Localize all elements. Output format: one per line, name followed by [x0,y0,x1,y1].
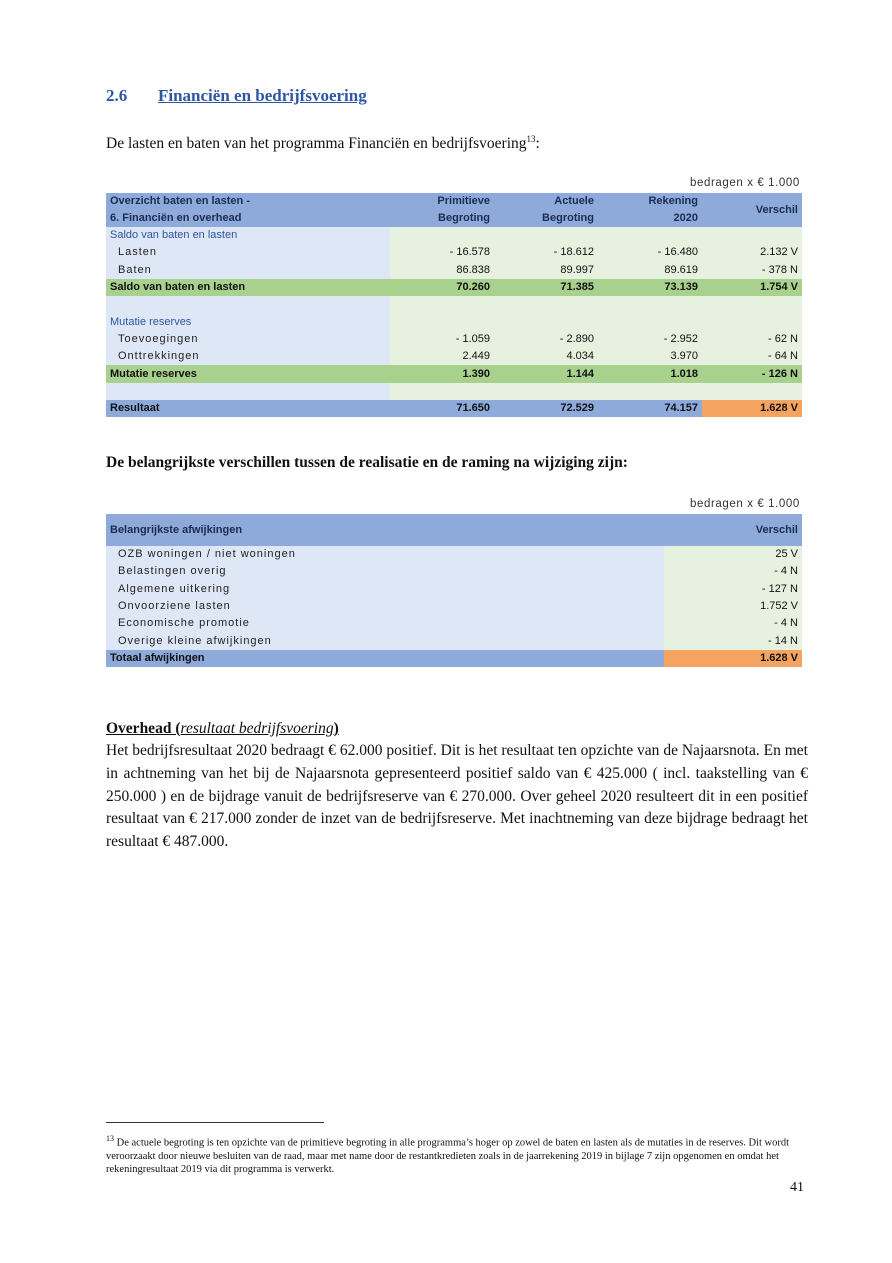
table-row-total: Totaal afwijkingen 1.628 V [106,650,802,667]
table-row-spacer [106,296,802,313]
table1-header-col1: Primitieve [437,195,490,207]
table1-header-col2b: Begroting [542,212,594,224]
table-row: Algemene uitkering - 127 N [106,581,802,598]
table-row-subtotal: Saldo van baten en lasten 70.260 71.385 73.139 1.754 V [106,279,802,296]
result-verschil: 1.628 V [702,400,802,417]
table1-unit: bedragen x € 1.000 [690,177,800,189]
section-title-mutatie: Mutatie reserves [106,313,390,330]
table2-header-value: Verschil [664,514,802,546]
table2-header-label: Belangrijkste afwijkingen [106,514,664,546]
table-row: Economische promotie - 4 N [106,615,802,632]
intro-sentence: De lasten en baten van het programma Financiën en bedrijfsvoering [106,135,527,153]
table-row: Overige kleine afwijkingen - 14 N [106,632,802,649]
table1-header-col4: Verschil [755,203,798,216]
footnote-divider [106,1122,324,1123]
section-title: Financiën en bedrijfsvoering [158,86,367,105]
table1-header-col3b: 2020 [673,212,698,224]
overhead-title: Overhead (resultaat bedrijfsvoering) [106,720,339,737]
overhead-paragraph: Het bedrijfsresultaat 2020 bedraagt € 62.000 positief. Dit is het resultaat ten opzichte van de Najaarsnota. En met in achtneming van het bij de Najaarsnota gepresenteerd positief saldo van € 425.000 ( incl. taakstelling van € 250.000 ) en de bijdrage vanuit de bedrijfsreserve van € 270.000. Over geheel 2020 resulteert dit in een positief resultaat van € 217.000 zonder de inzet van de bedrijfsreserve. Met inachtneming van deze bijdrage bedraagt het resultaat € 487.000. [106,742,808,851]
table-row: Onttrekkingen 2.449 4.034 3.970 - 64 N [106,348,802,365]
section-heading [106,86,367,106]
table-row: Toevoegingen - 1.059 - 2.890 - 2.952 - 62 N [106,331,802,348]
table-row [106,313,802,330]
table-row: Onvoorziene lasten 1.752 V [106,598,802,615]
table-row: Belastingen overig - 4 N [106,563,802,580]
footnote [106,1132,808,1176]
table-row-spacer [106,383,802,400]
table1-header-row [106,193,802,210]
table-row: OZB woningen / niet woningen 25 V [106,546,802,563]
table-afwijkingen [106,514,802,667]
table-baten-lasten [106,193,802,417]
table1-header-label: Overzicht baten en lasten - [106,193,390,210]
table-row: Lasten - 16.578 - 18.612 - 16.480 2.132 V [106,244,802,261]
table-row: Baten 86.838 89.997 89.619 - 378 N [106,262,802,279]
table-row-result: Resultaat 71.650 72.529 74.157 1.628 V [106,400,802,417]
intro-suffix: : [535,135,540,153]
section-title-saldo: Saldo van baten en lasten [106,227,390,244]
table-row-subtotal: Mutatie reserves 1.390 1.144 1.018 - 126 N [106,365,802,382]
table1-header-col1b: Begroting [438,212,490,224]
footnote-number: 13 [106,1134,114,1143]
table2-unit: bedragen x € 1.000 [690,498,800,510]
intro-text [106,134,540,153]
footnote-ref[interactable]: 13 [526,134,536,144]
section-number: 2.6 [106,86,128,105]
footnote-text: De actuele begroting is ten opzichte van de primitieve begroting in alle programma’s hoger op zowel de baten en lasten als de mutaties in de reserves. Dit wordt veroorzaakt door nieuwe besluiten van de raad, maar met name door de restantkredieten zoals in de jaarrekening 2019 in bijlage 7 zijn opgenomen en omdat het rekeningresultaat 2019 via dit programma is verwerkt. [106,1137,789,1175]
table-row [106,227,802,244]
table2-header-row [106,514,802,546]
table1-header-col3: Rekening [648,195,698,207]
table1-header-label2: 6. Financiën en overhead [110,212,242,224]
table1-header-col2: Actuele [554,195,594,207]
page-number: 41 [790,1180,804,1195]
table1-header-row2 [106,210,802,227]
subheading: De belangrijkste verschillen tussen de realisatie en de raming na wijziging zijn: [106,454,628,471]
total-verschil: 1.628 V [664,650,802,667]
